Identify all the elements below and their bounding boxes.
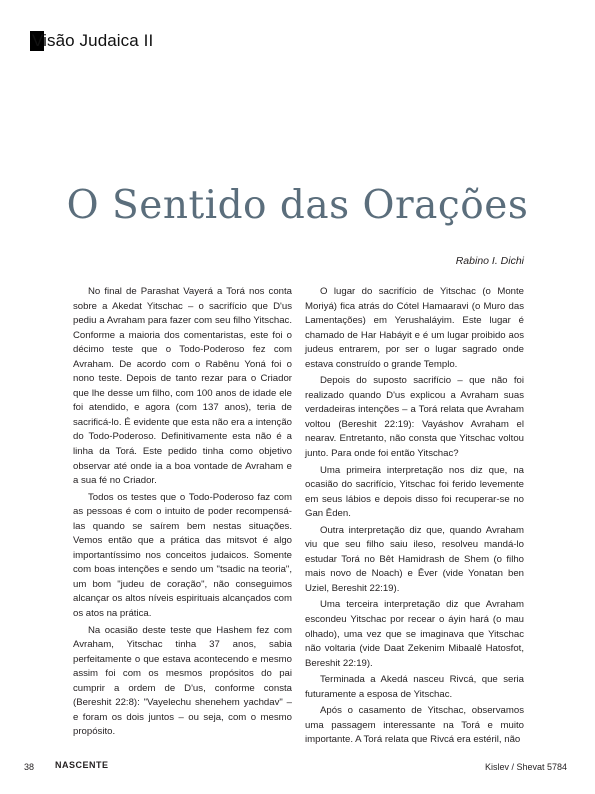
- paragraph: Todos os testes que o Todo-Poderoso faz com as pessoas é com o intuito de poder recompensá-las quando se saírem bem nestas situações. Vemos então que a prática das mitsvot é algo importantíssimo nos conceitos judaicos. Somente com boas intenções e sendo um "tsadic na teoria", um bom "judeu de coração", não conseguimos alcançar os altos níveis espirituais alcançados com os atos na prática.: [73, 491, 292, 620]
- paragraph: Após o casamento de Yitschac, observamos uma passagem interessante na Torá e muito importante. A Torá relata que Rivcá era estéril, não: [305, 705, 524, 746]
- section-title: Visão Judaica II: [32, 31, 154, 50]
- article-author: Rabino I. Dichi: [455, 255, 524, 267]
- paragraph: No final de Parashat Vayerá a Torá nos conta sobre a Akedat Yitschac – o sacrifício que D'us pediu a Avraham para fazer com seu filho Yitschac. Conforme a maioria dos comentaristas, este foi o décimo teste que o Todo-Poderoso fez com Avraham. De acordo com o Rabênu Yoná foi o nono teste. Depois de tanto rezar para o Criador que lhe desse um filho, com 100 anos de idade ele foi atendido, e agora (com 137 anos), teria de sacrificá-lo. É evidente que esta não era a intenção do Todo-Poderoso. Definitivamente esta não é a linha da Torá. Este pedido tinha como objetivo observar até onde ia a boa vontade de Avraham e a sua fé no Criador.: [73, 286, 292, 487]
- paragraph: Uma primeira interpretação nos diz que, na ocasião do sacrifício, Yitschac foi ferido levemente em seus lábios e depois disso foi recuperar-se no Gan Êden.: [305, 464, 524, 520]
- section-header: [30, 31, 153, 53]
- issue-date: Kislev / Shevat 5784: [484, 762, 567, 772]
- article-title: O Sentido das Orações: [66, 183, 529, 228]
- paragraph: Na ocasião deste teste que Hashem fez com Avraham, Yitschac tinha 37 anos, sabia perfeitamente o que estava acontecendo e mesmo assim foi com os mesmos propósitos do pai cumprir a ordem de D'us, conforme consta (Bereshit 22:8): "Vayelechu shenehem yachdav" – e foram os dois juntos – ou seja, com o mesmo propósito.: [73, 624, 292, 738]
- left-column: [73, 285, 292, 742]
- paragraph: Depois do suposto sacrifício – que não foi realizado quando D'us explicou a Avraham suas verdadeiras intenções – a Torá relata que Avraham voltou (Bereshit 22:19): Vayáshov Avraham el nearav. Entretanto, não consta que Yitschac voltou junto. Para onde foi então Yitschac?: [305, 375, 524, 460]
- paragraph: O lugar do sacrifício de Yitschac (o Monte Moriyá) fica atrás do Cótel Hamaaravi (o Muro das Lamentações) em Yerushaláyim. Este lugar é chamado de Har Habáyit e é um lugar proibido aos judeus entrarem, por ser o lugar sagrado onde estava construído o grande Templo.: [305, 286, 524, 370]
- paragraph: Uma terceira interpretação diz que Avraham escondeu Yitschac por recear o áyin hará (o mau olhado), uma vez que se imaginava que Yitschac não voltaria (vide Daat Zekenim Mibaalê Hatosfot, Bereshit 22:19).: [305, 599, 524, 669]
- publication-logo: NASCENTE: [55, 760, 109, 770]
- paragraph: Outra interpretação diz que, quando Avraham viu que seu filho saiu ileso, resolveu mandá-lo estudar Torá no Bêt Hamidrash de Shem (o filho mais novo de Noach) e Êver (vide Yonatan ben Uziel, Bereshit 22:19).: [305, 524, 524, 594]
- right-column: [305, 285, 524, 750]
- paragraph: Terminada a Akedá nasceu Rivcá, que seria futuramente a esposa de Yitschac.: [305, 674, 524, 700]
- page-number: 38: [24, 762, 35, 772]
